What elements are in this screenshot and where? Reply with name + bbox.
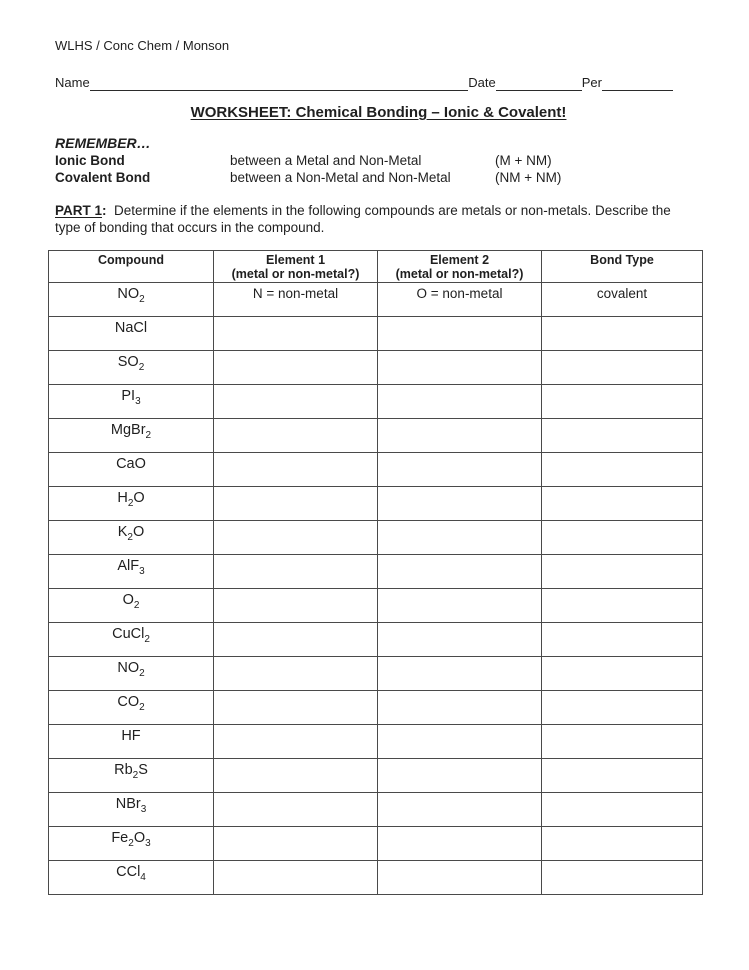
per-blank-line (602, 76, 673, 91)
compound-cell: NBr$_3$ (49, 793, 214, 827)
element2-cell (378, 521, 542, 555)
table-row (49, 657, 703, 691)
compound-cell: $Fe_2O_3$ (49, 827, 214, 861)
bond-type-cell (542, 385, 703, 419)
element1-cell (214, 793, 378, 827)
element1-cell (214, 521, 378, 555)
per-label: Per (581, 75, 602, 90)
element1-cell (214, 861, 378, 895)
element1-cell (214, 589, 378, 623)
remember-heading: REMEMBER… (55, 135, 151, 151)
element2-cell (378, 657, 542, 691)
element1-cell (214, 759, 378, 793)
element1-cell (214, 487, 378, 521)
element1-cell (214, 691, 378, 725)
element2-cell (378, 725, 542, 759)
table-row (49, 283, 703, 317)
table-row (49, 827, 703, 861)
bond-type-cell (542, 487, 703, 521)
element2-cell (378, 385, 542, 419)
remember-row-covalent (55, 169, 702, 186)
bond-type-cell (542, 827, 703, 861)
compound-cell: $H_2O$ (49, 487, 214, 521)
table-row (49, 759, 703, 793)
part1-separator: : (102, 203, 107, 218)
element2-cell (378, 793, 542, 827)
compound-cell: $NO_2$ (49, 657, 214, 691)
element2-cell (378, 623, 542, 657)
element1-cell (214, 725, 378, 759)
compound-cell: $SO_2$ (49, 351, 214, 385)
name-blank-line (90, 76, 469, 91)
element2-cell (378, 419, 542, 453)
element2-cell (378, 453, 542, 487)
element1-cell: N = non-metal (214, 283, 378, 317)
date-label: Date (468, 75, 496, 90)
bond-type-cell: covalent (542, 283, 703, 317)
bond-type-cell (542, 759, 703, 793)
table-row (49, 351, 703, 385)
element2-cell (378, 589, 542, 623)
compound-cell: CaO (49, 453, 214, 487)
compound-cell: $O_2$ (49, 589, 214, 623)
column-header-compound: Compound (49, 251, 214, 283)
table-row (49, 453, 703, 487)
ionic-bond-label: Ionic Bond (55, 153, 125, 168)
table-row (49, 555, 703, 589)
table-row (49, 419, 703, 453)
bond-type-cell (542, 623, 703, 657)
element1-cell (214, 555, 378, 589)
column-header-bond-type: Bond Type (542, 251, 703, 283)
compound-cell: HF (49, 725, 214, 759)
compound-cell: NaCl (49, 317, 214, 351)
compound-cell: $NO_2$ (49, 283, 214, 317)
bond-type-cell (542, 589, 703, 623)
table-row (49, 317, 703, 351)
part1-label: PART 1 (55, 203, 103, 218)
compound-cell: CCl$_4$ (49, 861, 214, 895)
compound-cell: AlF$_3$ (49, 555, 214, 589)
course-header: WLHS / Conc Chem / Monson (55, 38, 230, 53)
element2-cell (378, 759, 542, 793)
compound-cell: $Rb_2S$ (49, 759, 214, 793)
bond-type-cell (542, 317, 703, 351)
date-blank-line (496, 76, 582, 91)
part1-instructions (55, 202, 687, 236)
element2-cell (378, 861, 542, 895)
element2-cell (378, 555, 542, 589)
element1-cell (214, 419, 378, 453)
part1-instructions-text: Determine if the elements in the following compounds are metals or non-metals. Describe the type of bonding that occurs in the compound. (55, 203, 671, 235)
element2-cell (378, 691, 542, 725)
element2-cell (378, 487, 542, 521)
column-header-element2: Element 2 (metal or non-metal?) (378, 251, 542, 283)
compound-cell: $CO_2$ (49, 691, 214, 725)
table-row (49, 793, 703, 827)
element2-cell (378, 827, 542, 861)
column-header-element1: Element 1 (metal or non-metal?) (214, 251, 378, 283)
element1-cell (214, 623, 378, 657)
element1-cell (214, 657, 378, 691)
bond-type-cell (542, 657, 703, 691)
bond-type-cell (542, 453, 703, 487)
ionic-bond-description: between a Metal and Non-Metal (230, 153, 422, 168)
name-label: Name (55, 75, 90, 90)
table-row (49, 487, 703, 521)
element1-cell (214, 385, 378, 419)
element2-cell (378, 317, 542, 351)
bonding-table (48, 250, 703, 895)
bond-type-cell (542, 861, 703, 895)
compound-cell: $PI_3$ (49, 385, 214, 419)
bond-type-cell (542, 793, 703, 827)
bond-type-cell (542, 351, 703, 385)
element1-cell (214, 827, 378, 861)
element2-cell: O = non-metal (378, 283, 542, 317)
element1-cell (214, 351, 378, 385)
element2-cell (378, 351, 542, 385)
remember-row-ionic (55, 152, 702, 169)
covalent-bond-label: Covalent Bond (55, 170, 151, 185)
bonding-table-body (49, 283, 703, 895)
ionic-bond-shorthand: (M + NM) (495, 153, 552, 168)
bond-type-cell (542, 691, 703, 725)
bond-type-cell (542, 521, 703, 555)
compound-cell: $K_2O$ (49, 521, 214, 555)
bond-type-cell (542, 555, 703, 589)
compound-cell: CuCl$_2$ (49, 623, 214, 657)
table-row (49, 623, 703, 657)
table-row (49, 861, 703, 895)
covalent-bond-description: between a Non-Metal and Non-Metal (230, 170, 451, 185)
compound-cell: MgBr$_2$ (49, 419, 214, 453)
page-title: WORKSHEET: Chemical Bonding – Ionic & Covalent! (190, 104, 567, 121)
element1-cell (214, 317, 378, 351)
table-header-row (49, 251, 703, 283)
table-row (49, 589, 703, 623)
bond-type-cell (542, 725, 703, 759)
table-row (49, 725, 703, 759)
bond-type-cell (542, 419, 703, 453)
table-row (49, 385, 703, 419)
covalent-bond-shorthand: (NM + NM) (495, 170, 562, 185)
table-row (49, 521, 703, 555)
element1-cell (214, 453, 378, 487)
table-row (49, 691, 703, 725)
name-date-per-line (55, 75, 673, 91)
